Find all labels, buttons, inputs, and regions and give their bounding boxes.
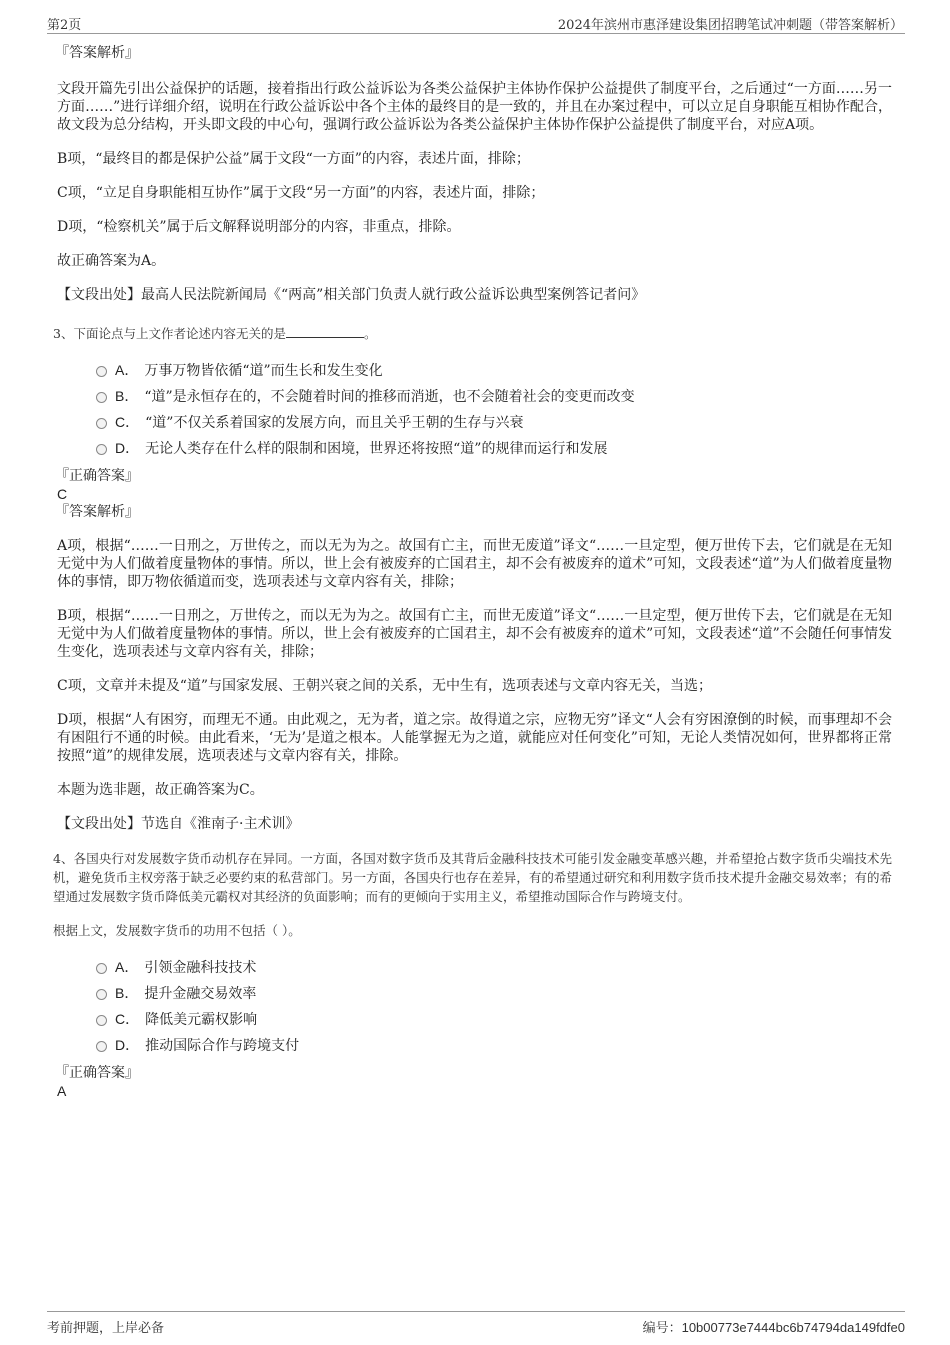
radio-icon[interactable] bbox=[96, 963, 107, 974]
radio-icon[interactable] bbox=[96, 1041, 107, 1052]
question-4-stem: 根据上文，发展数字货币的功用不包括（ ）。 bbox=[53, 923, 301, 938]
radio-icon[interactable] bbox=[96, 392, 107, 403]
correct-answer: A bbox=[57, 1083, 67, 1099]
radio-icon[interactable] bbox=[96, 418, 107, 429]
analysis-option-d: D项，“检察机关”属于后文解释说明部分的内容，非重点，排除。 bbox=[57, 219, 461, 235]
question-4-passage: 4、各国央行对发展数字货币动机存在异同。一方面，各国对数字货币及其背后金融科技技术可能引发金融变革感兴趣，并希望抢占数字货币尖端技术先机，避免货币主权旁落于缺乏必要约束的私营部门。另一方面，各国央行也存在差异，有的希望通过研究和利用数字货币技术提升金融交易效率；有的希望通过发展数字货币降低美元霸权对其经济的负面影响；而有的更倾向于实用主义，希望推动国际合作与跨境支付。 bbox=[53, 851, 892, 904]
page-footer bbox=[47, 1311, 905, 1336]
page-header bbox=[47, 13, 905, 34]
question-3-text: 3、下面论点与上文作者论述内容无关的是 bbox=[53, 326, 286, 341]
document-title: 2024年滨州市惠泽建设集团招聘笔试冲刺题（带答案解析） bbox=[557, 18, 903, 33]
analysis-option-c: C项，文章并未提及“道”与国家发展、王朝兴衰之间的关系，无中生有，选项表述与文章内容无关，当选； bbox=[57, 678, 713, 694]
page-content bbox=[53, 44, 892, 1100]
radio-icon[interactable] bbox=[96, 366, 107, 377]
document-code bbox=[643, 1317, 905, 1336]
radio-icon[interactable] bbox=[96, 1015, 107, 1026]
option-d[interactable]: D． 推动国际合作与跨境支付 bbox=[95, 1032, 892, 1058]
footer-slogan: 考前押题，上岸必备 bbox=[47, 1321, 165, 1336]
question-4-options bbox=[95, 954, 892, 1058]
option-c[interactable]: C． “道”不仅关系着国家的发展方向，而且关乎王朝的生存与兴衰 bbox=[95, 409, 892, 435]
option-c[interactable]: C． 降低美元霸权影响 bbox=[95, 1006, 892, 1032]
analysis-tag: 『答案解析』 bbox=[55, 45, 139, 61]
analysis-paragraph: 文段开篇先引出公益保护的话题，接着指出行政公益诉讼为各类公益保护主体协作保护公益提供了制度平台，之后通过“一方面……另一方面……”进行详细介绍，说明在行政公益诉讼中各个主体的最终目的是一致的，并且在办案过程中，可以立足自身职能互相协作配合，故文段为总分结构，开头即文段的中心句，强调行政公益诉讼为各类公益保护主体协作保护公益提供了制度平台，对应A项。 bbox=[57, 81, 892, 133]
answer-conclusion: 本题为选非题，故正确答案为C。 bbox=[57, 782, 264, 798]
passage-source: 【文段出处】节选自《淮南子·主术训》 bbox=[57, 816, 300, 832]
correct-answer-tag: 『正确答案』 bbox=[55, 1065, 139, 1081]
code-value: 10b00773e7444bc6b74794da149fdfe0 bbox=[681, 1320, 905, 1335]
option-a[interactable]: A． 引领金融科技技术 bbox=[95, 954, 892, 980]
analysis-option-b: B项，“最终目的都是保护公益”属于文段“一方面”的内容，表述片面，排除； bbox=[57, 151, 530, 167]
answer-conclusion: 故正确答案为A。 bbox=[57, 253, 166, 269]
option-d[interactable]: D． 无论人类存在什么样的限制和困境，世界还将按照“道”的规律而运行和发展 bbox=[95, 435, 892, 461]
option-b[interactable]: B． 提升金融交易效率 bbox=[95, 980, 892, 1006]
radio-icon[interactable] bbox=[96, 989, 107, 1000]
code-label: 编号： bbox=[642, 1321, 682, 1336]
correct-answer-tag: 『正确答案』 bbox=[55, 468, 139, 484]
option-a[interactable]: A． 万事万物皆依循“道”而生长和发生变化 bbox=[95, 357, 892, 383]
analysis-tag: 『答案解析』 bbox=[55, 504, 139, 520]
analysis-option-d: D项，根据“人有困穷，而理无不通。由此观之，无为者，道之宗。故得道之宗，应物无穷”译文“人会有穷困潦倒的时候，而事理却不会有困阻行不通的时候。由此看来，‘无为’是道之根本。人能掌握无为之道，就能应对任何变化”可知，无论人类情况如何，世界都将正常按照“道”的规律发展，选项表述与文章内容有关，排除。 bbox=[57, 712, 892, 764]
question-3-options bbox=[95, 357, 892, 461]
analysis-option-a: A项，根据“……一日刑之，万世传之，而以无为为之。故国有亡主，而世无废道”译文“……一旦定型，便万世传下去，它们就是在无知无觉中为人们做着度量物体的事情。所以，世上会有被废弃的亡国君主，却不会有被废弃的道术”可知，文段表述“道”为人们做着度量物体的事情，即万物依循道而变，选项表述与文章内容有关，排除； bbox=[57, 538, 892, 590]
question-3-stem bbox=[53, 324, 892, 343]
correct-answer: C bbox=[57, 486, 68, 502]
question-3-end: 。 bbox=[363, 326, 377, 341]
answer-blank bbox=[286, 325, 364, 338]
analysis-option-c: C项，“立足自身职能相互协作”属于文段“另一方面”的内容，表述片面，排除； bbox=[57, 185, 545, 201]
analysis-option-b: B项，根据“……一日刑之，万世传之，而以无为为之。故国有亡主，而世无废道”译文“……一旦定型，便万世传下去，它们就是在无知无觉中为人们做着度量物体的事情。所以，世上会有被废弃的亡国君主，却不会有被废弃的道术”可知，文段表述“道”不会随任何事情发生变化，选项表述与文章内容有关，排除； bbox=[57, 608, 892, 660]
passage-source: 【文段出处】最高人民法院新闻局《“两高”相关部门负责人就行政公益诉讼典型案例答记者问》 bbox=[57, 287, 646, 303]
page-number: 第2页 bbox=[47, 18, 82, 33]
radio-icon[interactable] bbox=[96, 444, 107, 455]
option-b[interactable]: B． “道”是永恒存在的，不会随着时间的推移而消逝，也不会随着社会的变更而改变 bbox=[95, 383, 892, 409]
